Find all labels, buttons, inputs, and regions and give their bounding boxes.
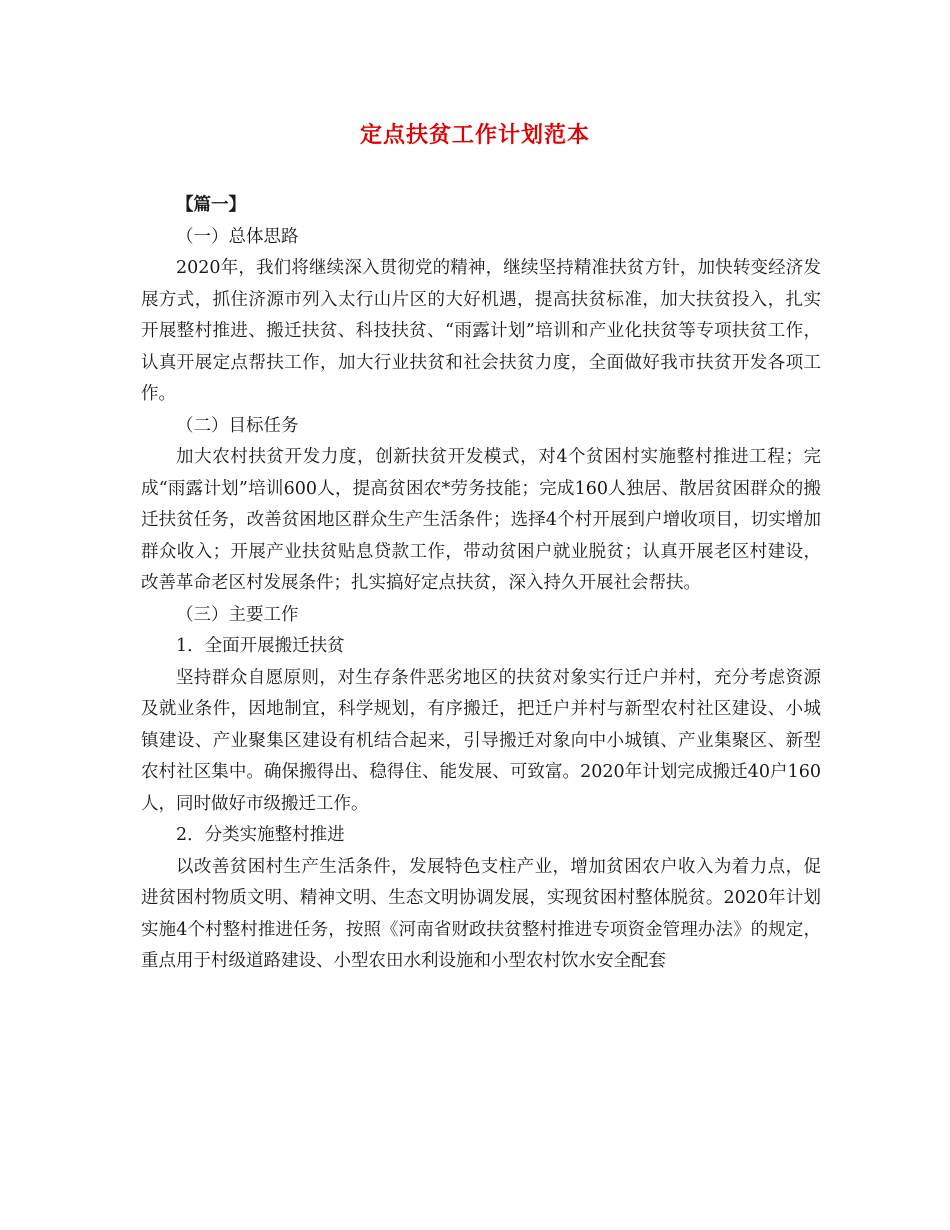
item-paragraph-2: 以改善贫困村生产生活条件，发展特色支柱产业，增加贫困农户收入为着力点，促进贫困村物质文明、精神文明、生态文明协调发展，实现贫困村整体脱贫。2020年计划实施4个村整村推进任务，按照《河南省财政扶贫整村推进专项资金管理办法》的规定，重点用于村级道路建设、小型农田水利设施和小型农村饮水安全配套	[141, 856, 821, 971]
section-heading-1: （一）总体思路	[176, 226, 299, 247]
item-heading-1: 1．全面开展搬迁扶贫	[176, 636, 345, 656]
section-paragraph-2: 加大农村扶贫开发力度，创新扶贫开发模式，对4个贫困村实施整村推进工程；完成“雨露计划”培训600人，提高贫困农*劳务技能；完成160人独居、散居贫困群众的搬迁扶贫任务，改善贫困地区群众生产生活条件；选择4个村开展到户增收项目，切实增加群众收入；开展产业扶贫贴息贷款工作，带动贫困户就业脱贫；认真开展老区村建设，改善革命老区村发展条件；扎实搞好定点扶贫，深入持久开展社会帮扶。	[141, 447, 821, 593]
document-body	[141, 190, 821, 978]
item-paragraph-1: 坚持群众自愿原则，对生存条件恶劣地区的扶贫对象实行迁户并村，充分考虑资源及就业条件，因地制宜，科学规划，有序搬迁，把迁户并村与新型农村社区建设、小城镇建设、产业聚集区建设有机结合起来，引导搬迁对象向中小城镇、产业集聚区、新型农村社区集中。确保搬得出、稳得住、能发展、可致富。2020年计划完成搬迁40户160人，同时做好市级搬迁工作。	[141, 667, 821, 814]
part-label: 【篇一】	[176, 195, 246, 215]
section-heading-2: （二）目标任务	[176, 415, 299, 436]
section-paragraph-1: 2020年，我们将继续深入贯彻党的精神，继续坚持精准扶贫方针，加快转变经济发展方式，抓住济源市列入太行山片区的大好机遇，提高扶贫标准，加大扶贫投入，扎实开展整村推进、搬迁扶贫、科技扶贫、“雨露计划”培训和产业化扶贫等专项扶贫工作，认真开展定点帮扶工作，加大行业扶贫和社会扶贫力度，全面做好我市扶贫开发各项工作。	[141, 258, 821, 404]
section-heading-3: （三）主要工作	[176, 604, 299, 625]
item-heading-2: 2．分类实施整村推进	[176, 825, 345, 845]
document-title: 定点扶贫工作计划范本	[359, 122, 590, 148]
